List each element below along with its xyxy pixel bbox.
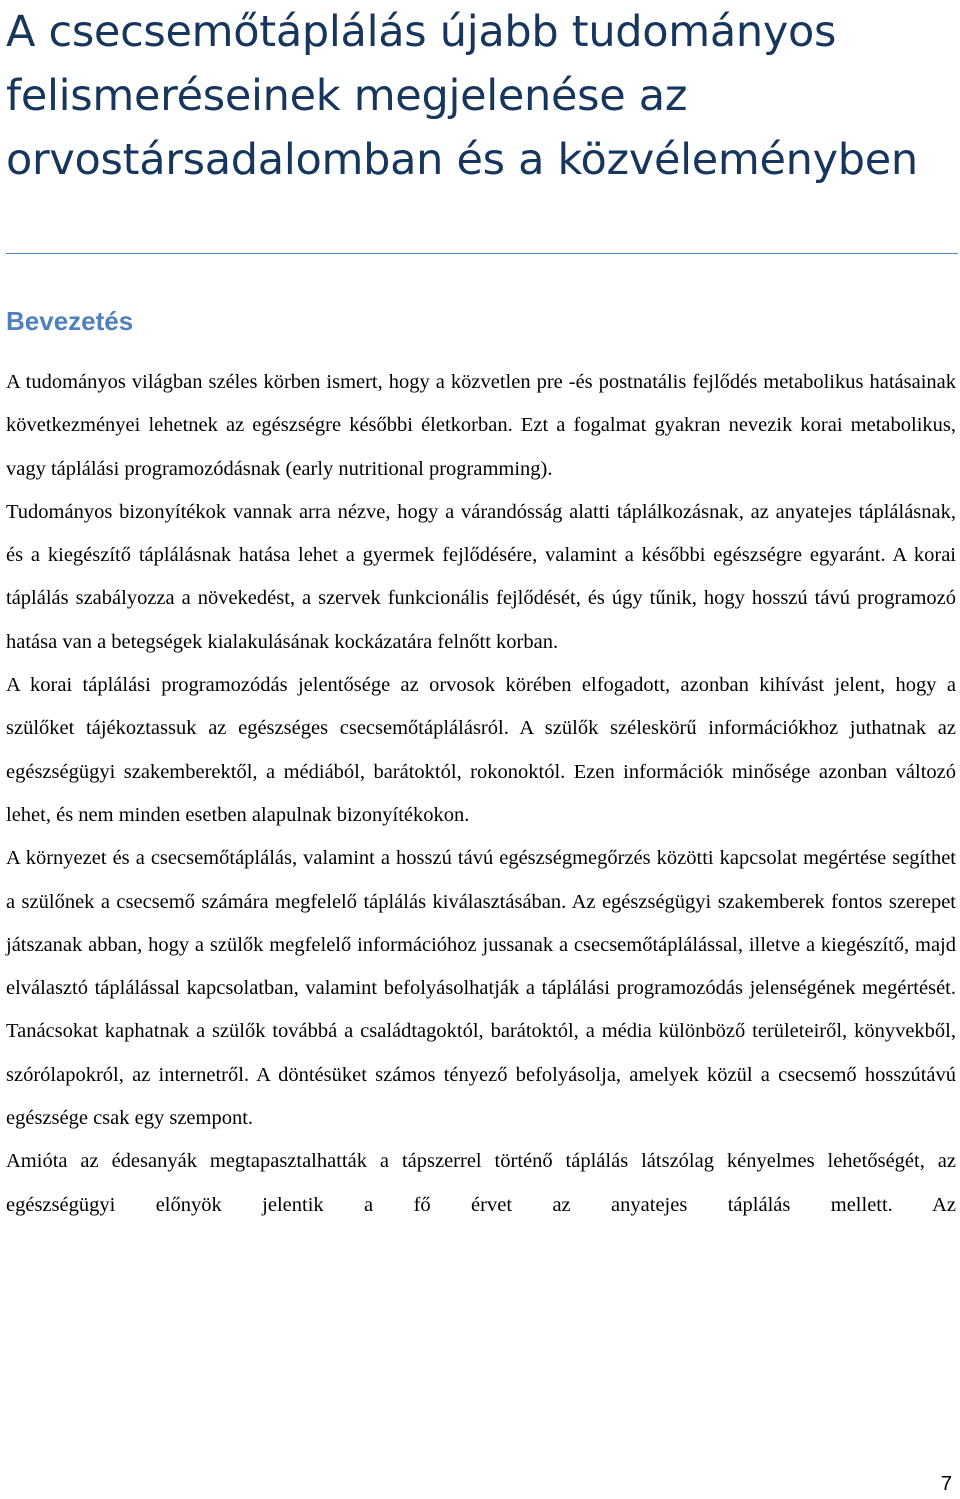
paragraph-intro: A tudományos világban széles körben ismert, hogy a közvetlen pre -és postnatális fejlődés metabolikus hatásainak következményei lehetnek az egészségre későbbi életkorban. Ezt a fogalmat gyakran nevezik korai metabolikus, vagy táplálási programozódásnak (early nutritional programming). — [6, 371, 956, 480]
paragraph-programming: A korai táplálási programozódás jelentősége az orvosok körében elfogadott, azonban kihívást jelent, hogy a szülőket tájékoztassuk az egészséges csecsemőtáplálásról. A szülők széleskörű információkhoz juthatnak az egészségügyi szakemberektől, a médiából, barátoktól, rokonoktól. Ezen információk minősége azonban változó lehet, és nem minden esetben alapulnak bizonyítékokon. — [6, 674, 956, 826]
section-heading: Bevezetés — [6, 306, 134, 336]
paragraph-formula: Amióta az édesanyák megtapasztalhatták a tápszerrel történő táplálás látszólag kényelmes lehetőségét, az egészségügyi előnyök jelentik a fő érvet az anyatejes táplálás mellett. Az — [6, 1150, 956, 1216]
paragraph-environment: A környezet és a csecsemőtáplálás, valamint a hosszú távú egészségmegőrzés közötti kapcsolat megértése segíthet a szülőnek a csecsemő számára megfelelő táplálás kiválasztásában. Az egészségügyi szakemberek fontos szerepet játszanak abban, hogy a szülők megfelelő információhoz jussanak a csecsemőtáplálással, illetve a kiegészítő, majd elválasztó táplálással kapcsolatban, valamint befolyásolhatják a táplálási programozódás jelenségének megértését. Tanácsokat kaphatnak a szülők továbbá a családtagoktól, barátoktól, a média különböző területeiről, könyvekből, szórólapokról, az internetről. A döntésüket számos tényező befolyásolja, amelyek közül a csecsemő hosszútávú egészsége csak egy szempont. — [6, 847, 956, 1130]
page-number: 7 — [940, 1473, 952, 1495]
title-divider — [6, 253, 958, 254]
paragraph-evidence: Tudományos bizonyítékok vannak arra nézve, hogy a várandósság alatti táplálkozásnak, az anyatejes táplálásnak, és a kiegészítő táplálásnak hatása lehet a gyermek fejlődésére, valamint a későbbi egészségre egyaránt. A korai táplálás szabályozza a növekedést, a szervek funkcionális fejlődését, és úgy tűnik, hogy hosszú távú programozó hatása van a betegségek kialakulásának kockázatára felnőtt korban. — [6, 500, 956, 653]
body-text — [6, 361, 956, 1227]
document-title: A csecsemőtáplálás újabb tudományos felismeréseinek megjelenése az orvostársadalomban és a közvéleményben — [6, 7, 918, 185]
